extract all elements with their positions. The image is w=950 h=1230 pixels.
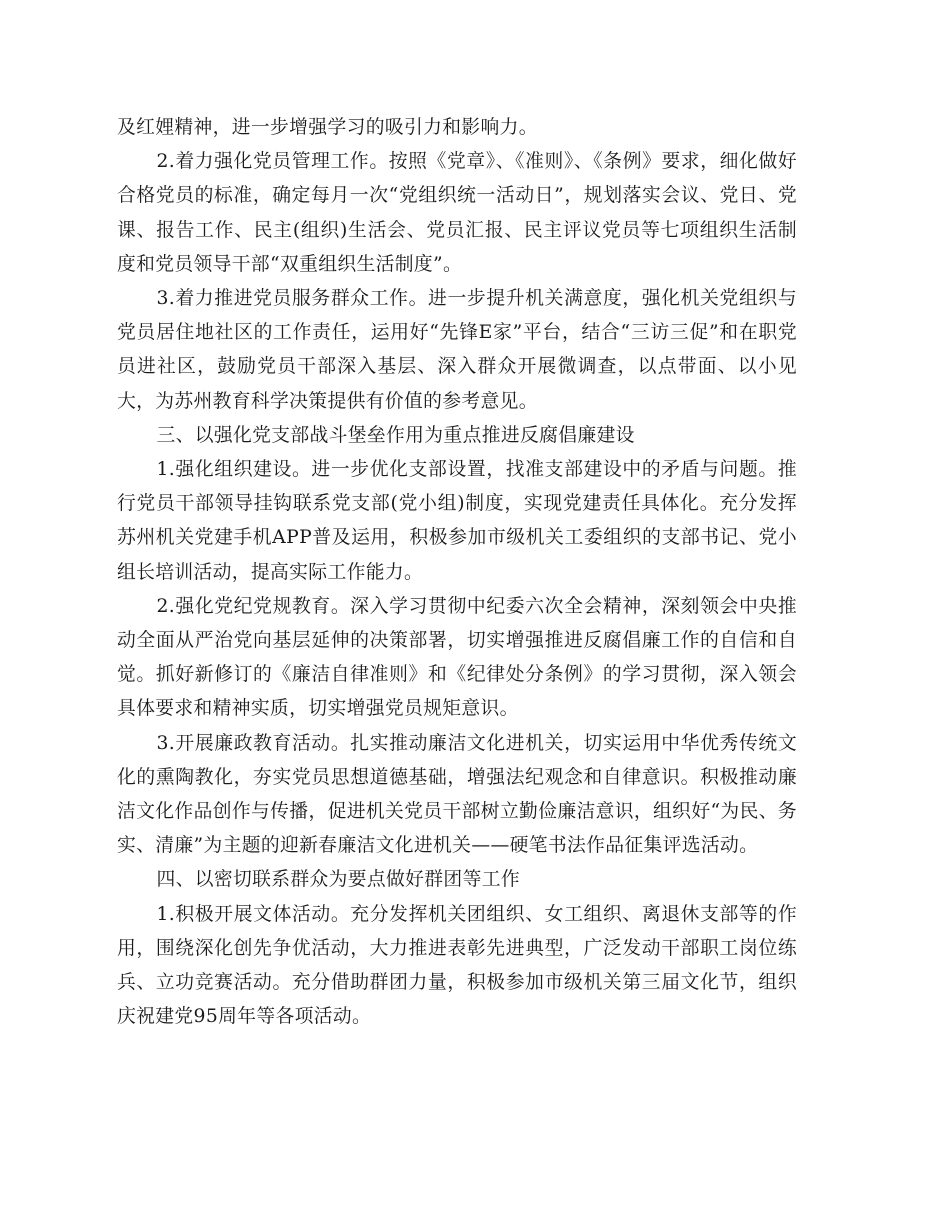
paragraph-integrity-education: 3.开展廉政教育活动。扎实推动廉洁文化进机关，切实运用中华优秀传统文化的熏陶教化，夯实党员思想道德基础，增强法纪观念和自律意识。积极推动廉洁文化作品创作与传播，促进机关党员干部树立勤俭廉洁意识，组织好“为民、务实、清廉”为主题的迎新春廉洁文化进机关——硬笔书法作品征集评选活动。 xyxy=(117,732,797,857)
paragraph-continuation: 及红娌精神，进一步增强学习的吸引力和影响力。 xyxy=(117,117,538,138)
paragraph-cultural-activities: 1.积极开展文体活动。充分发挥机关团组织、女工组织、离退休支部等的作用，围绕深化创先争优活动，大力推进表彰先进典型，广泛发动干部职工岗位练兵、立功竞赛活动。充分借助群团力量，积极参加市级机关第三届文化节，组织庆祝建党95周年等各项活动。 xyxy=(117,903,797,1028)
paragraph-serve-masses: 3.着力推进党员服务群众工作。进一步提升机关满意度，强化机关党组织与党员居住地社区的工作责任，运用好“先锋E家”平台，结合“三访三促”和在职党员进社区，鼓励党员干部深入基层、深入群众开展微调查，以点带面、以小见大，为苏州教育科学决策提供有价值的参考意见。 xyxy=(117,288,797,412)
section-heading-4: 四、以密切联系群众为要点做好群团等工作 xyxy=(156,869,520,891)
section-heading-3: 三、以强化党支部战斗堡垒作用为重点推进反腐倡廉建设 xyxy=(156,424,635,446)
paragraph-organization-building: 1.强化组织建设。进一步优化支部设置，找准支部建设中的矛盾与问题。推行党员干部领导挂钩联系党支部(党小组)制度，实现党建责任具体化。充分发挥苏州机关党建手机APP普及运用，积极参加市级机关工委组织的支部书记、党小组长培训活动，提高实际工作能力。 xyxy=(117,459,797,583)
paragraph-discipline-education: 2.强化党纪党规教育。深入学习贯彻中纪委六次全会精神，深刻领会中央推动全面从严治党向基层延伸的决策部署，切实增强推进反腐倡廉工作的自信和自觉。抓好新修订的《廉洁自律准则》和《纪律处分条例》的学习贯彻，深入领会具体要求和精神实质，切实增强党员规矩意识。 xyxy=(117,595,797,720)
document-body xyxy=(117,111,797,1034)
paragraph-member-management: 2.着力强化党员管理工作。按照《党章》、《准则》、《条例》要求，细化做好合格党员的标准，确定每月一次“党组织统一活动日”，规划落实会议、党日、党课、报告工作、民主(组织)生活会、党员汇报、民主评议党员等七项组织生活制度和党员领导干部“双重组织生活制度”。 xyxy=(117,151,797,275)
